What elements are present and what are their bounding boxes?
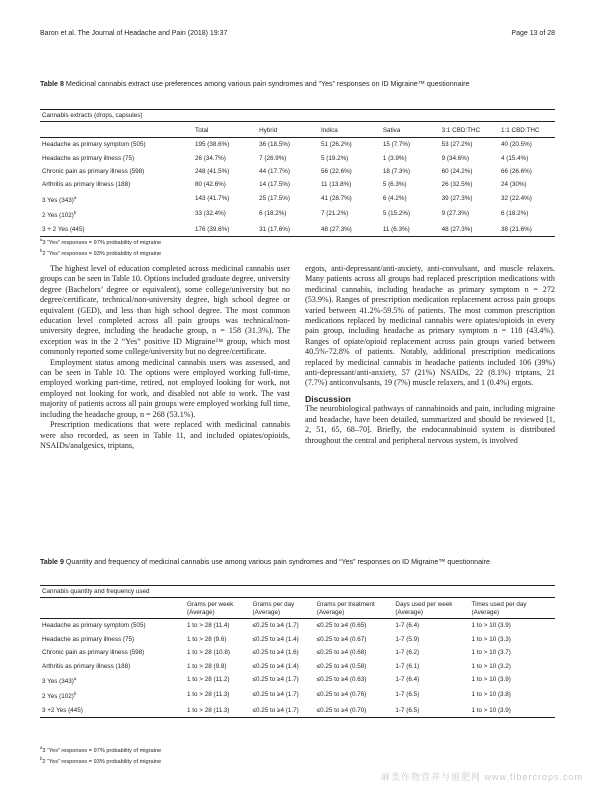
table-8-footnotes <box>40 236 161 258</box>
row-label: 2 Yes $(102)^b$ <box>42 210 77 220</box>
table-cell: 1-7 (6.4) <box>395 675 420 683</box>
column-header <box>40 598 185 619</box>
column-header: 3:1 CBD:THC <box>440 122 499 138</box>
table-cell: ≤0.25 to ≥4 (0.58) <box>316 662 367 670</box>
table-row <box>40 222 555 236</box>
table-cell: 1 to > 10 (3.9) <box>471 622 511 630</box>
table-group-label: Cannabis extracts (drops, capsules) <box>40 110 555 122</box>
right-column <box>305 264 555 446</box>
table-cell: 4 (15.4%) <box>501 154 529 162</box>
table-cell: ≤0.25 to ≥4 (1.4) <box>252 635 299 643</box>
table-cell: 143 (41.7%) <box>195 194 230 202</box>
column-header: Indica <box>319 122 381 138</box>
table-cell: 1 to > 10 (3.9) <box>471 675 511 683</box>
column-header: Times used per day (Average) <box>470 598 555 619</box>
column-header: Grams per day (Average) <box>251 598 315 619</box>
row-label: Headache as primary symptom (505) <box>42 622 146 630</box>
table-row <box>40 178 555 191</box>
column-header <box>40 122 193 138</box>
page-number: Page 13 of 28 <box>511 30 555 37</box>
table-cell: 6 (18.2%) <box>501 210 529 218</box>
table-footnote <box>40 236 161 247</box>
row-label: Chronic pain as primary illness (598) <box>42 649 145 657</box>
column-header: Grams per treatment (Average) <box>315 598 394 619</box>
table-cell: 1 to > 28 (9.8) <box>187 662 227 670</box>
column-header: Hybrid <box>257 122 319 138</box>
table-cell: ≤0.25 to ≥4 (0.68) <box>316 649 367 657</box>
column-header: Sativa <box>381 122 440 138</box>
table-cell: 9 (34.6%) <box>441 154 469 162</box>
table-cell: 5 (19.2%) <box>320 154 349 162</box>
footnote-text: 3 “Yes” responses = 97% probability of migraine <box>42 239 162 246</box>
table-cell: 25 (17.5%) <box>259 194 290 202</box>
table-row <box>40 688 555 703</box>
table-cell: ≤0.25 to ≥4 (1.7) <box>251 704 315 718</box>
section-heading-discussion: Discussion <box>305 393 351 404</box>
table-cell: 66 (26.6%) <box>501 167 532 175</box>
table-row <box>40 646 555 659</box>
table-cell: 33 (32.4%) <box>195 210 226 218</box>
table-8-label: Table 8 <box>40 80 64 88</box>
footnote-marker: b <box>73 210 77 216</box>
table-cell: 36 (18.5%) <box>259 141 290 149</box>
footnote-marker: b <box>40 247 43 253</box>
table-group-label: Cannabis quantity and frequency used <box>40 586 555 598</box>
footnote-marker: a <box>40 237 43 242</box>
table-cell: 51 (26.2%) <box>320 141 352 149</box>
table-cell: 48 (27.3%) <box>319 222 381 236</box>
footnote-marker: b <box>40 755 43 761</box>
table-8-caption <box>40 80 555 89</box>
table-cell: 1 to > 28 (11.3) <box>185 704 251 718</box>
row-label: Arthritis as primary illness (188) <box>42 662 131 670</box>
table-8-body <box>40 110 555 237</box>
table-cell: ≤0.25 to ≥4 (1.7) <box>252 622 299 630</box>
row-label: 2 Yes $(102)^b$ <box>42 691 77 701</box>
row-label: Arthritis as primary illness (188) <box>42 181 131 189</box>
column-header: Days used per week (Average) <box>393 598 469 619</box>
table-cell: 1-7 (6.4) <box>395 622 420 630</box>
paragraph-discussion: The neurobiological pathways of cannabinoids and pain, including migraine and headache, have been detailed, summarized and should be reviewed [1, 2, 51, 65, 68–70]. Briefly, the endocannabinoid system is distributed throughout the central and peripheral nervous system, is involved <box>305 404 555 445</box>
table-cell: ≤0.25 to ≥4 (1.4) <box>252 662 299 670</box>
table-cell: 31 (17.6%) <box>257 222 319 236</box>
table-row <box>40 138 555 152</box>
table-cell: 11 (13.8%) <box>320 181 352 189</box>
table-8 <box>40 109 555 237</box>
footnote-marker: b <box>73 691 77 697</box>
table-cell: 195 (38.6%) <box>195 141 230 149</box>
table-footnote <box>40 247 161 258</box>
table-row <box>40 673 555 688</box>
table-row <box>40 165 555 178</box>
table-cell: 41 (28.7%) <box>320 194 352 202</box>
row-label: Headache as primary illness (75) <box>42 154 135 162</box>
table-cell: ≤0.25 to ≥4 (0.76) <box>316 691 367 699</box>
table-row <box>40 633 555 646</box>
table-footnote <box>40 744 161 755</box>
table-cell: 1 to > 28 (11.3) <box>187 691 230 699</box>
table-cell: 38 (21.6%) <box>499 222 555 236</box>
table-cell: 15 (7.7%) <box>382 141 411 149</box>
table-cell: 44 (17.7%) <box>259 167 290 175</box>
table-cell: 60 (24.2%) <box>441 167 473 175</box>
table-cell: 1 (3.9%) <box>382 154 407 162</box>
table-cell: 26 (34.7%) <box>195 154 226 162</box>
table-cell: 18 (7.3%) <box>382 167 411 175</box>
table-cell: ≤0.25 to ≥4 (1.6) <box>252 649 299 657</box>
journal-citation: Baron et al. The Journal of Headache and Pain (2018) 19:37 <box>40 30 228 37</box>
table-cell: 1 to > 10 (3.2) <box>471 662 511 670</box>
footnote-marker: a <box>73 194 77 200</box>
table-cell: ≤0.25 to ≥4 (0.65) <box>316 622 367 630</box>
footnote-marker: a <box>40 745 43 750</box>
table-cell: 1-7 (6.5) <box>393 704 469 718</box>
table-cell: 48 (27.3%) <box>440 222 499 236</box>
table-cell: 1 to > 28 (11.4) <box>187 622 230 630</box>
footnote-text: 3 “Yes” responses = 97% probability of migraine <box>42 747 162 754</box>
table-9-footnotes <box>40 744 161 766</box>
table-9-body <box>40 586 555 718</box>
table-9-caption-text: Quantity and frequency of medicinal cannabis use among various pain syndromes and “Yes” responses on ID Migraine™ questionnaire <box>65 558 490 566</box>
table-row <box>40 659 555 672</box>
table-cell: ≤0.25 to ≥4 (0.70) <box>315 704 394 718</box>
table-cell: 176 (39.6%) <box>193 222 257 236</box>
table-cell: 5 (6.3%) <box>382 181 407 189</box>
table-8-caption-text: Medicinal cannabis extract use preferences among various pain syndromes and “Yes” responses on ID Migraine™ questionnaire <box>65 80 470 88</box>
table-cell: 248 (41.5%) <box>195 167 230 175</box>
table-footnote <box>40 755 161 766</box>
paragraph-replacement: ergots, anti-depressant/anti-anxiety, anti-convulsant, and muscle relaxers. Many patients across all groups had replaced prescription medications with medicinal cannabis, including headache as primary symptom n = 272 (53.9%). Ranges of prescription medication replacement across pain groups varied between 41.2%-59.5% of patients. The most common prescription medications replaced by medicinal cannabis were opiates/opioids in every pain group, including headache as primary symptom n = 118 (43.4%). Ranges of opiate/opioid replacement across pain groups varied between 40.5%-72.8% of patients. Notably, additional prescription medications replaced by medicinal cannabis in headache patients included 106 (39%) anti-depressant/anti-anxiety, 57 (21%) NSAIDs, 22 (8.1%) triptans, 21 (7.7%) anticonvulsants, 19 (7%) muscle relaxers, and 1 (0.4%) ergots. <box>305 264 555 388</box>
paragraph-prescriptions: Prescription medications that were replaced with medicinal cannabis were also recorded, as seen in Table 11, and included opiates/opioids, NSAIDs/analgesics, triptans, <box>40 420 290 450</box>
table-cell: 6 (18.2%) <box>259 210 287 218</box>
table-cell: 1-7 (6.1) <box>395 662 420 670</box>
table-cell: 1 to > 10 (3.3) <box>471 635 511 643</box>
left-column <box>40 264 290 451</box>
table-row <box>40 619 555 633</box>
table-group-row <box>40 110 555 122</box>
watermark: 麻类作物营养与施肥网 www.fibercrops.com <box>380 772 583 782</box>
table-group-row <box>40 586 555 598</box>
table-9-label: Table 9 <box>40 558 64 566</box>
table-row <box>40 151 555 164</box>
table-cell: 39 (27.3%) <box>441 194 473 202</box>
table-cell: ≤0.25 to ≥4 (1.7) <box>252 691 299 699</box>
table-cell: 1-7 (6.2) <box>395 649 420 657</box>
row-label: Headache as primary symptom (505) <box>42 141 146 149</box>
column-header: Grams per week (Average) <box>185 598 251 619</box>
table-cell: 11 (6.3%) <box>381 222 440 236</box>
table-cell: 1 to > 28 (10.8) <box>187 649 230 657</box>
table-cell: 1 to > 10 (3.7) <box>471 649 511 657</box>
row-label: Headache as primary illness (75) <box>42 635 135 643</box>
table-9-caption <box>40 558 555 567</box>
table-cell: ≤0.25 to ≥4 (0.63) <box>316 675 367 683</box>
paragraph-education: The highest level of education completed across medicinal cannabis user groups can be seen in Table 10. Options included graduate degree, university degree (Bachelors’ degree or equivalent), some college/university but no degree/certificate, technical/non-university degree, high school degree or equivalent (GED), and less than high school degree. The most common education level completed across all pain groups was technical/non-university degree, including the headache group, n = 158 (31.3%). The exception was in the 2 “Yes” positive ID Migraine™ group, which most commonly reported some college/university but no degree/certificate. <box>40 264 290 357</box>
table-cell: 1 to > 28 (11.2) <box>187 675 230 683</box>
row-label: 3 + 2 Yes (445) <box>40 222 193 236</box>
table-cell: ≤0.25 to ≥4 (1.7) <box>252 675 299 683</box>
table-cell: 40 (20.5%) <box>501 141 532 149</box>
table-cell: ≤0.25 to ≥4 (0.67) <box>316 635 367 643</box>
table-cell: 6 (4.2%) <box>382 194 407 202</box>
row-label: 3 +2 Yes (445) <box>40 704 185 718</box>
table-cell: 7 (21.2%) <box>320 210 349 218</box>
table-cell: 32 (22.4%) <box>501 194 532 202</box>
table-row <box>40 704 555 718</box>
row-label: Chronic pain as primary illness (598) <box>42 167 145 175</box>
table-header-row <box>40 122 555 138</box>
column-header: 1:1 CBD:THC <box>499 122 555 138</box>
table-cell: 1 to > 10 (3.8) <box>471 691 511 699</box>
paragraph-employment: Employment status among medicinal cannabis users was assessed, and can be seen in Table 10. The options were employed working full-time, employed working part-time, retired, not employed looking for work, not employed not looking for work, and disabled not able to work. The vast majority of patients across all pain groups were employed working full time, including the headache group, n = 268 (53.1%). <box>40 357 290 419</box>
table-cell: 1 to > 28 (9.6) <box>187 635 227 643</box>
footnote-text: 2 “Yes” responses = 93% probability of migraine <box>42 250 162 257</box>
table-row <box>40 207 555 222</box>
table-9 <box>40 585 555 718</box>
table-cell: 1-7 (5.9) <box>395 635 420 643</box>
row-label: 3 Yes $(343)^a$ <box>42 675 77 685</box>
table-cell: 26 (32.5%) <box>441 181 473 189</box>
table-cell: 7 (26.9%) <box>259 154 287 162</box>
table-cell: 80 (42.6%) <box>195 181 226 189</box>
footnote-marker: a <box>73 675 77 681</box>
table-cell: 1-7 (6.5) <box>395 691 420 699</box>
table-header-row <box>40 598 555 619</box>
column-header: Total <box>193 122 257 138</box>
table-cell: 24 (30%) <box>501 181 527 189</box>
row-label: 3 Yes $(343)^a$ <box>42 194 77 204</box>
table-cell: 14 (17.5%) <box>259 181 290 189</box>
footnote-text: 2 “Yes” responses = 93% probability of migraine <box>42 758 162 765</box>
table-cell: 9 (27.3%) <box>441 210 469 218</box>
table-cell: 53 (27.2%) <box>441 141 473 149</box>
table-cell: 56 (22.6%) <box>320 167 352 175</box>
table-cell: 1 to > 10 (3.9) <box>470 704 555 718</box>
table-row <box>40 192 555 207</box>
table-cell: 5 (15.2%) <box>382 210 411 218</box>
